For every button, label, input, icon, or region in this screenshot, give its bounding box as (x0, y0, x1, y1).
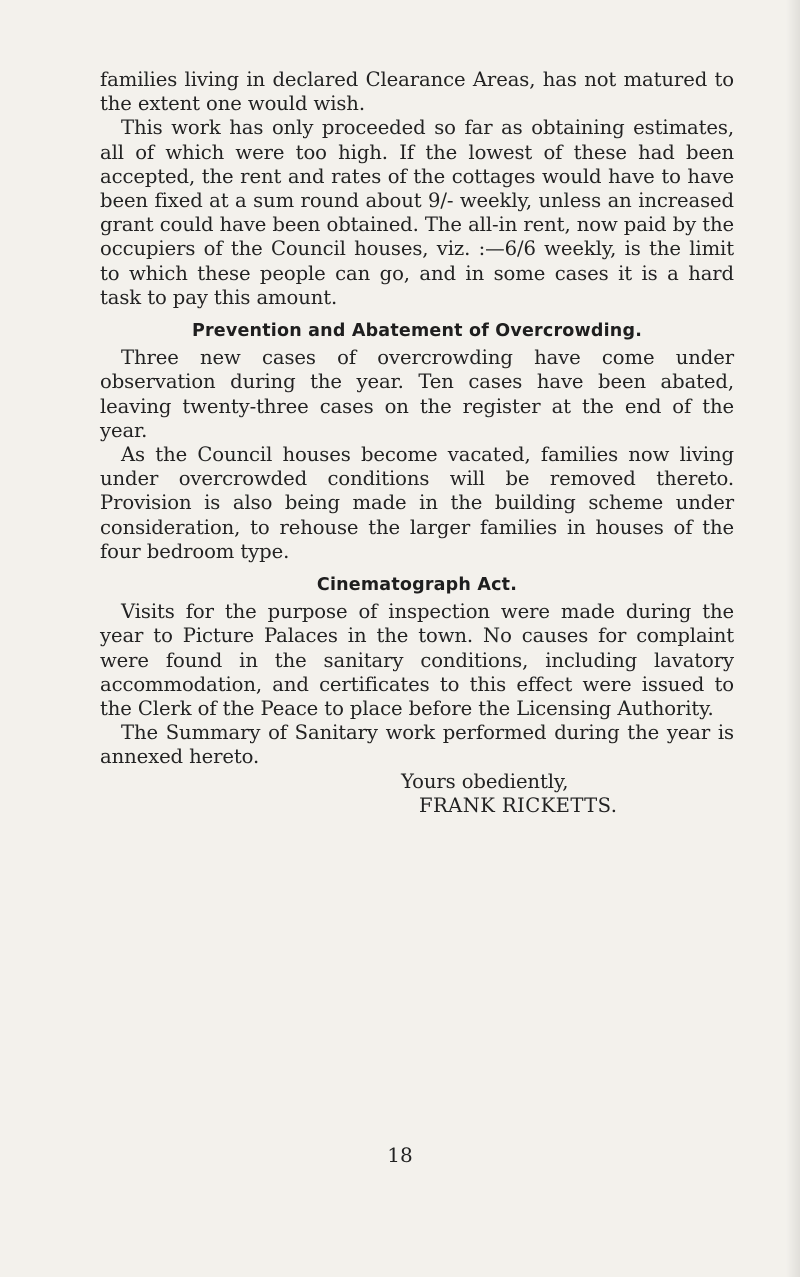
document-body (100, 68, 734, 818)
paragraph-rehousing: As the Council houses become vacated, families now living under overcrowded conditions will be removed thereto. Provision is also being made in the building scheme under consideration, to rehouse the larger families in houses of the four bedroom type. (100, 443, 734, 563)
paragraph-summary-annexed: The Summary of Sanitary work performed during the year is annexed hereto. (100, 721, 734, 769)
page-number: 18 (387, 1143, 413, 1167)
section-heading-cinematograph: Cinematograph Act. (316, 575, 518, 596)
page-edge-shadow (786, 0, 800, 1277)
signature-name: FRANK RICKETTS. (419, 793, 618, 817)
section-heading-overcrowding: Prevention and Abatement of Overcrowding. (191, 321, 643, 342)
paragraph-continuation: families living in declared Clearance Areas, has not matured to the extent one would wish. (100, 68, 734, 116)
letter-closing (401, 770, 734, 818)
paragraph-estimates: This work has only proceeded so far as obtaining estimates, all of which were too high. If the lowest of these had been accepted, the rent and rates of the cottages would have to have been fixed at a sum round about 9/- weekly, unless an increased grant could have been obtained. The all-in rent, now paid by the occupiers of the Council houses, viz. :—6/6 weekly, is the limit to which these people can go, and in some cases it is a hard task to pay this amount. (100, 116, 734, 309)
paragraph-overcrowding-cases: Three new cases of overcrowding have come under observation during the year. Ten cases have been abated, leaving twenty-three cases on the register at the end of the year. (100, 346, 734, 442)
paragraph-inspection-visits: Visits for the purpose of inspection were made during the year to Picture Palaces in the town. No causes for complaint were found in the sanitary conditions, including lavatory accommodation, and certificates to this effect were issued to the Clerk of the Peace to place before the Licensing Authority. (100, 600, 734, 721)
closing-salutation: Yours obediently, (401, 769, 569, 793)
